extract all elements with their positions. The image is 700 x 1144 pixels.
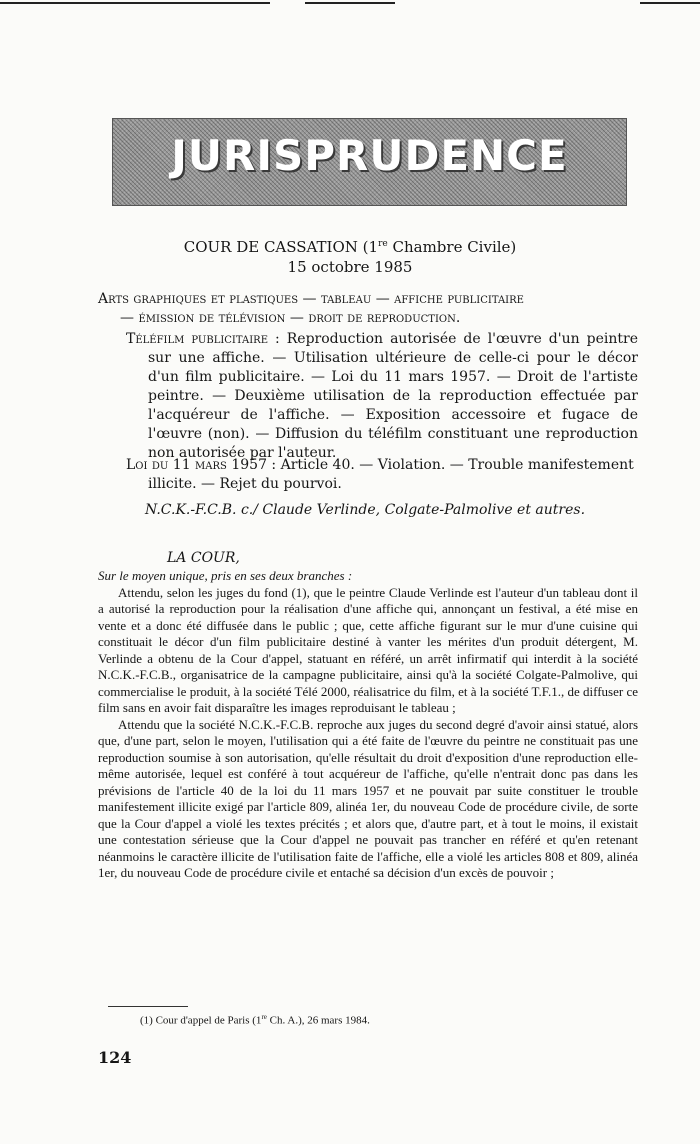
court-date: 15 octobre 1985 (287, 258, 413, 276)
summary-line-2: — émission de télévision — droit de reproduction. (120, 310, 461, 326)
summary-telefilm: Téléfilm publicitaire : Reproduction autorisée de l'œuvre d'un peintre sur une affiche. — Utilisation ultérieure de celle-ci pour le décor d'un film publicitaire. — Loi du 11 mars 1957. — Droit de l'artiste peintre. — Deuxième utilisation de la reproduction effectuée par l'acquéreur de l'affiche. — Exposition accessoire et fugace de l'œuvre (non). — Diffusion du téléfilm constituant une reproduction non autorisée par l'auteur. (126, 331, 638, 461)
summary-loi: Loi du 11 mars 1957 : Article 40. — Violation. — Trouble manifestement illicite. — Rejet du pourvoi. (126, 457, 634, 492)
page-number: 124 (98, 1048, 132, 1067)
top-edge-rule (0, 0, 700, 8)
footnote: (1) Cour d'appel de Paris (1re Ch. A.), 26 mars 1984. (140, 1013, 370, 1027)
la-cour-heading: LA COUR, (167, 550, 240, 566)
paragraph-1: Attendu, selon les juges du fond (1), que le peintre Claude Verlinde est l'auteur d'un tableau dont il a autorisé la reproduction pour la réalisation d'une affiche qui, annonçant un festival, a été mise en vente et a donc été diffusée dans le public ; que, cette affiche figurant sur le mur d'une cuisine qui constituait le décor d'un film publicitaire destiné à vanter les mérites d'un produit détergent, M. Verlinde a obtenu de la Cour d'appel, statuant en référé, un arrêt infirmatif qui interdit à la société N.C.K.-F.C.B., organisatrice de la campagne publicitaire, ainsi qu'à la société Colgate-Palmolive, qui commercialise le produit, à la société Télé 2000, réalisatrice du film, et à la société T.F.1., de diffuser ce film sans en avoir fait disparaître les images reproduisant le tableau ; (98, 584, 638, 715)
case-parties: N.C.K.-F.C.B. c./ Claude Verlinde, Colgate-Palmolive et autres. (145, 502, 586, 518)
summary-keywords (98, 290, 638, 328)
summary-line-1: Arts graphiques et plastiques — tableau — affiche publicitaire (98, 291, 524, 307)
court-heading (0, 234, 700, 277)
moyen-heading: Sur le moyen unique, pris en ses deux branches : (98, 568, 353, 583)
footnote-rule (108, 1006, 188, 1007)
banner-title: JURISPRUDENCE (171, 131, 568, 180)
section-banner (112, 118, 627, 206)
paragraph-2: Attendu que la société N.C.K.-F.C.B. reproche aux juges du second degré d'avoir ainsi statué, alors que, d'une part, selon le moyen, l'utilisation qui a été faite de l'œuvre du peintre ne constituait pas une reproduction soumise à son autorisation, qu'elle résultait du droit d'exposition d'une reproduction elle-même autorisée, lequel est conféré à tout acquéreur de l'affiche, qu'elle n'entrait donc pas dans les prévisions de l'article 40 de la loi du 11 mars 1957 et ne pouvait par suite constituer le trouble manifestement illicite exigé par l'article 809, alinéa 1er, du nouveau Code de procédure civile, de sorte que la Cour d'appel a violé les textes précités ; et alors que, d'autre part, et à tout le moins, il existait une contestation sérieuse que la Cour d'appel ne pouvait pas trancher en référé et qu'en retenant néanmoins le caractère illicite de l'utilisation faite de l'affiche, elle a violé les articles 808 et 809, alinéa 1er, du nouveau Code de procédure civile et entaché sa décision d'un excès de pouvoir ; (98, 716, 638, 880)
judgment-body (98, 568, 638, 882)
court-name: COUR DE CASSATION (1re Chambre Civile) (183, 238, 517, 256)
